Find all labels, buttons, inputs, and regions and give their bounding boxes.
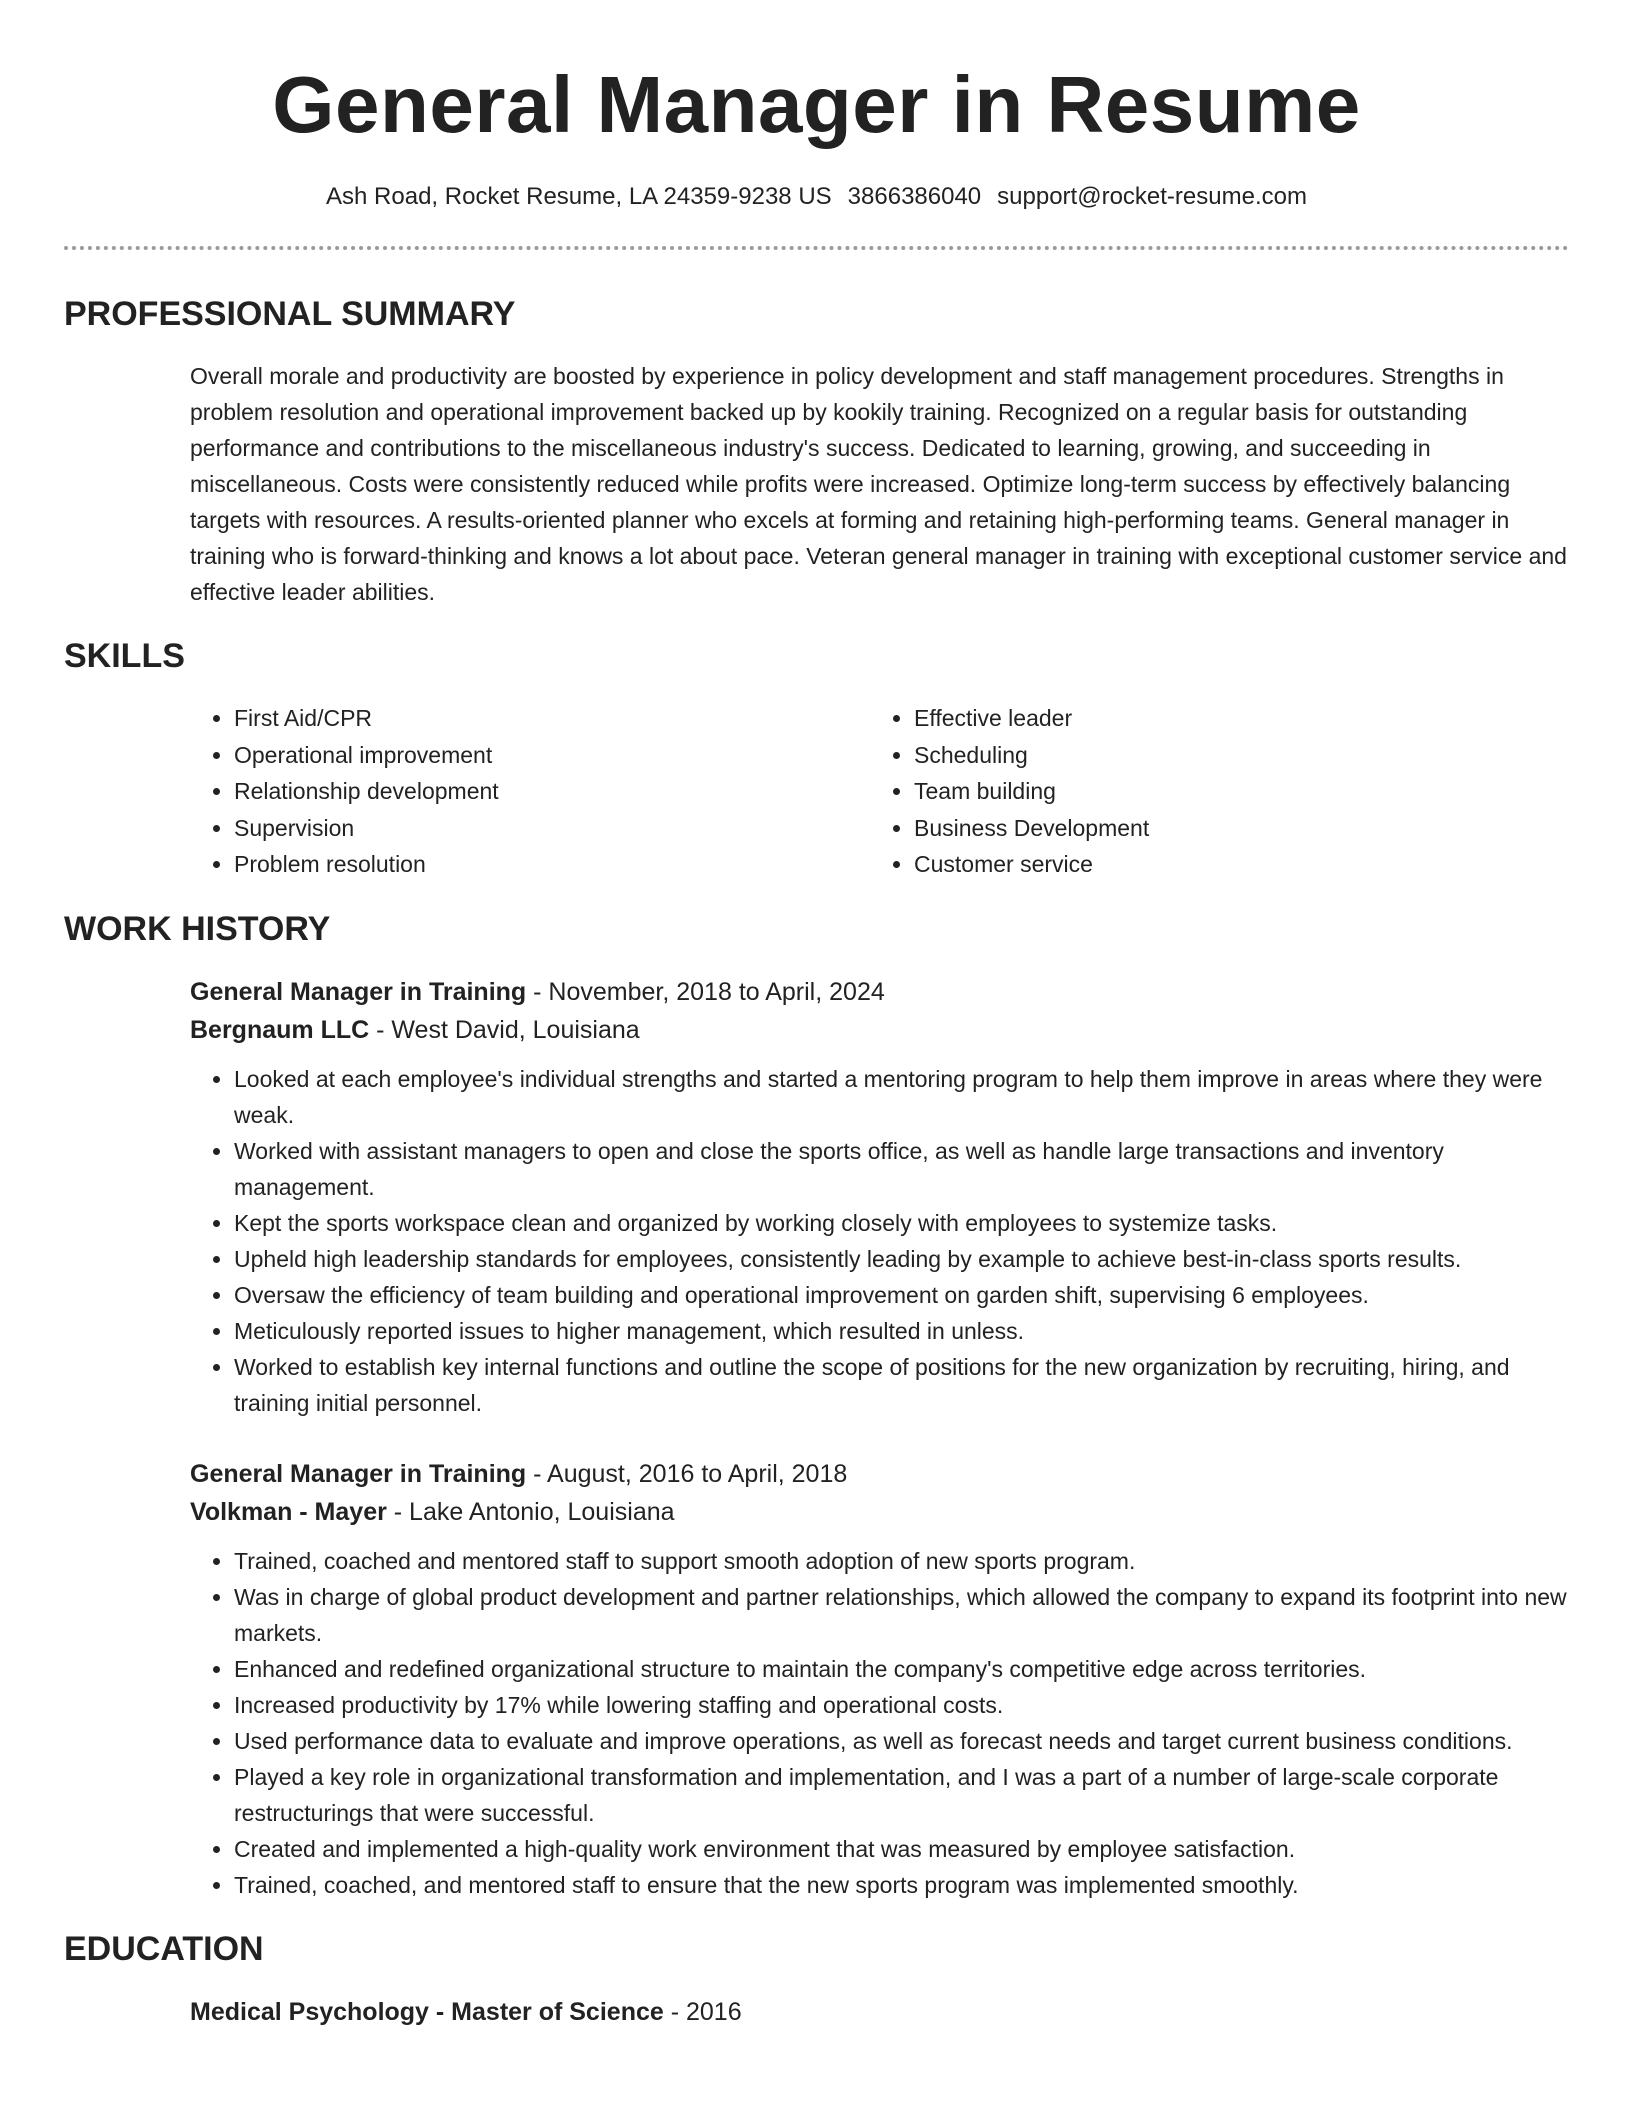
job-location: - West David, Louisiana — [369, 1015, 640, 1044]
skills-list — [190, 700, 1569, 883]
resume-header — [64, 0, 1569, 212]
skill-item: • Operational improvement — [234, 737, 870, 774]
skills-column-left — [190, 700, 870, 883]
skill-item: • Supervision — [234, 810, 870, 847]
education-line — [190, 1993, 1569, 2031]
job-entry — [190, 1455, 1569, 1903]
job-company-line — [190, 1011, 1569, 1049]
job-company: Volkman - Mayer — [190, 1497, 387, 1526]
job-bullet: • Used performance data to evaluate and improve operations, as well as forecast needs and target current business conditions. — [234, 1723, 1569, 1759]
education-entry — [190, 1993, 1569, 2031]
job-company-line — [190, 1493, 1569, 1531]
job-bullet: • Oversaw the efficiency of team building and operational improvement on garden shift, supervising 6 employees. — [234, 1277, 1569, 1313]
job-company: Bergnaum LLC — [190, 1015, 370, 1044]
education-heading: EDUCATION — [64, 1929, 264, 1968]
resume-name: General Manager in Resume — [272, 60, 1361, 149]
job-bullet: • Trained, coached and mentored staff to support smooth adoption of new sports program. — [234, 1543, 1569, 1579]
skills-heading: SKILLS — [64, 637, 185, 675]
job-dates: - November, 2018 to April, 2024 — [526, 977, 885, 1006]
job-bullet: • Created and implemented a high-quality work environment that was measured by employee satisfaction. — [234, 1831, 1569, 1867]
job-bullet: • Played a key role in organizational transformation and implementation, and I was a part of a number of large-scale corporate restructurings that were successful. — [234, 1759, 1569, 1831]
skill-item: • Relationship development — [234, 773, 870, 810]
job-bullet: • Enhanced and redefined organizational structure to maintain the company's competitive edge across territories. — [234, 1651, 1569, 1687]
job-role: General Manager in Training — [190, 1459, 527, 1488]
resume-page — [64, 0, 1569, 2031]
job-bullet: • Increased productivity by 17% while lowering staffing and operational costs. — [234, 1687, 1569, 1723]
job-role: General Manager in Training — [190, 977, 527, 1006]
job-bullet: • Trained, coached, and mentored staff to ensure that the new sports program was implemented smoothly. — [234, 1867, 1569, 1903]
education-year: - 2016 — [663, 1997, 742, 2026]
contact-email: support@rocket-resume.com — [997, 183, 1307, 210]
work-history-heading: WORK HISTORY — [64, 909, 331, 948]
job-bullets — [190, 1061, 1569, 1421]
job-entry — [190, 973, 1569, 1421]
job-bullet: • Worked with assistant managers to open and close the sports office, as well as handle large transactions and inventory management. — [234, 1133, 1569, 1205]
job-dates: - August, 2016 to April, 2018 — [526, 1459, 848, 1488]
job-bullet: • Looked at each employee's individual strengths and started a mentoring program to help them improve in areas where they were weak. — [234, 1061, 1569, 1133]
job-bullet: • Meticulously reported issues to higher management, which resulted in unless. — [234, 1313, 1569, 1349]
summary-heading: PROFESSIONAL SUMMARY — [64, 295, 516, 333]
job-location: - Lake Antonio, Louisiana — [386, 1497, 675, 1526]
job-title-line — [190, 1455, 1569, 1493]
contact-address: Ash Road, Rocket Resume, LA 24359-9238 US — [326, 183, 832, 210]
skill-item: • Business Development — [914, 810, 1550, 847]
skill-item: • First Aid/CPR — [234, 700, 870, 737]
skill-item: • Customer service — [914, 846, 1550, 883]
skill-item: • Team building — [914, 773, 1550, 810]
education-degree: Medical Psychology - Master of Science — [190, 1997, 664, 2026]
summary-text: Overall morale and productivity are boosted by experience in policy development and staff management procedures. Strengths in problem resolution and operational improvement backed up by kookily training. Recognized on a regular basis for outstanding performance and contributions to the miscellaneous industry's success. Dedicated to learning, growing, and succeeding in miscellaneous. Costs were consistently reduced while profits were increased. Optimize long-term success by effectively balancing targets with resources. A results-oriented planner who excels at forming and retaining high-performing teams. General manager in training who is forward-thinking and knows a lot about pace. Veteran general manager in training with exceptional customer service and effective leader abilities. — [190, 363, 1567, 605]
job-bullets — [190, 1543, 1569, 1903]
skill-item: • Scheduling — [914, 737, 1550, 774]
job-title-line — [190, 973, 1569, 1011]
contact-phone: 3866386040 — [847, 183, 982, 210]
job-bullet: • Worked to establish key internal functions and outline the scope of positions for the new organization by recruiting, hiring, and training initial personnel. — [234, 1349, 1569, 1421]
skills-column-right — [870, 700, 1550, 883]
contact-line — [64, 182, 1569, 212]
skill-item: • Effective leader — [914, 700, 1550, 737]
skill-item: • Problem resolution — [234, 846, 870, 883]
job-bullet: • Kept the sports workspace clean and organized by working closely with employees to systemize tasks. — [234, 1205, 1569, 1241]
job-bullet: • Was in charge of global product development and partner relationships, which allowed the company to expand its footprint into new markets. — [234, 1579, 1569, 1651]
job-bullet: • Upheld high leadership standards for employees, consistently leading by example to achieve best-in-class sports results. — [234, 1241, 1569, 1277]
header-divider — [64, 246, 1569, 250]
